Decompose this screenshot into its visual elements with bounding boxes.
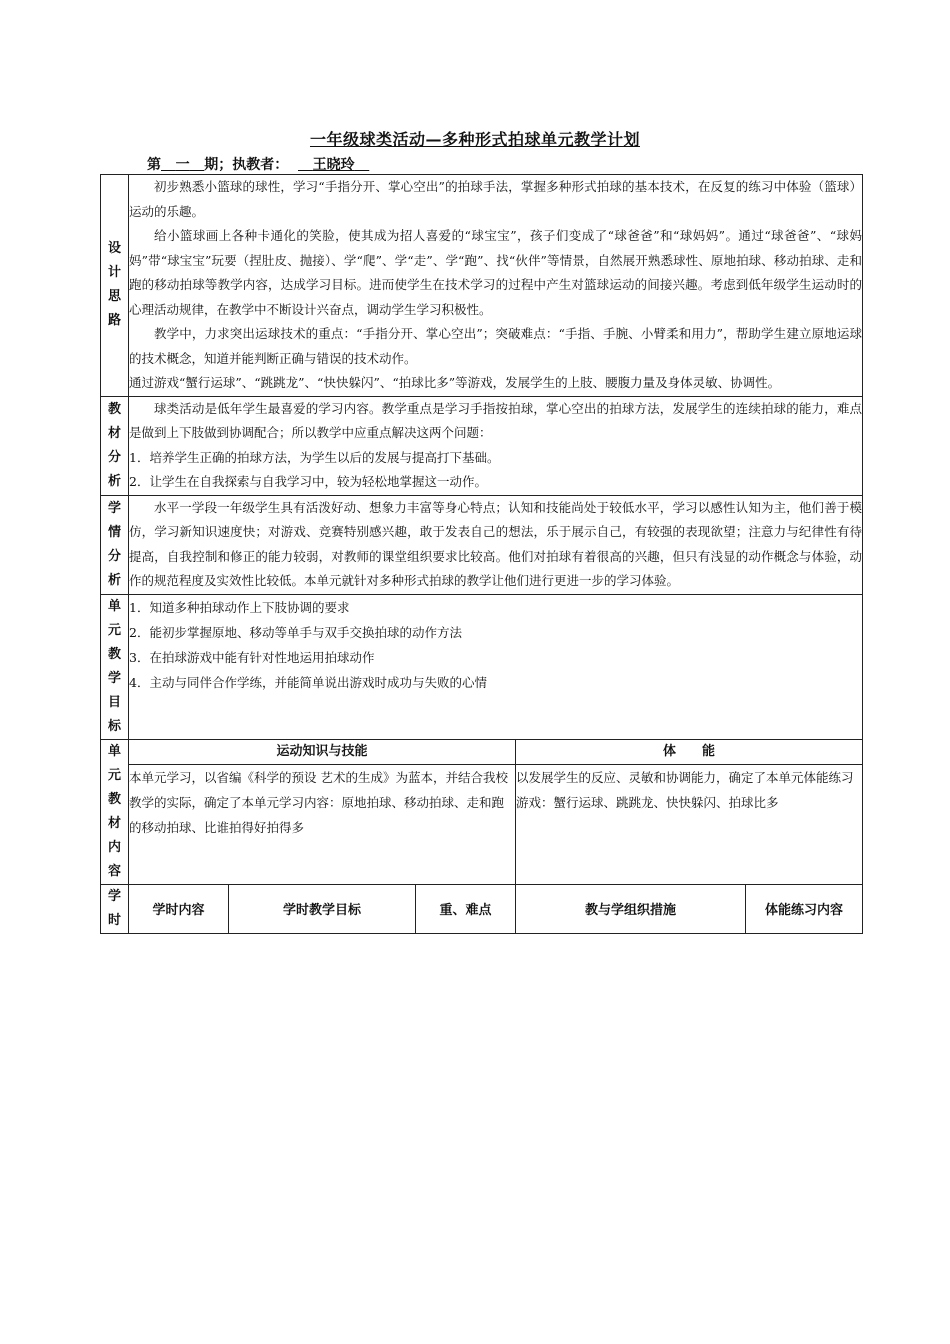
- label-content: 单 元 教 材 内 容: [101, 739, 129, 884]
- students-paragraph: 水平一学段一年级学生具有活泼好动、想象力丰富等身心特点；认知和技能尚处于较低水平，学习以感性认知为主，他们善于模仿，学习新知识速度快；对游戏、竞赛特别感兴趣，敢于发表自己的想法，乐于展示自己，有较强的表现欲望；注意力与纪律性有待提高，自我控制和修正的能力较弱，对教师的课堂组织要求比较高。他们对拍球有着很高的兴趣，但只有浅显的动作概念与体验，动作的规范程度及实效性比较低。本单元就针对多种形式拍球的教学让他们进行更进一步的学习体验。: [129, 499, 862, 588]
- header-skills: 运动知识与技能: [129, 739, 516, 764]
- goal-item: 2．能初步掌握原地、移动等单手与双手交换拍球的动作方法: [129, 624, 462, 640]
- plan-table: [100, 174, 863, 934]
- row-hours: [101, 884, 863, 933]
- col-key-points: 重、难点: [416, 884, 516, 933]
- row-content-body: [101, 764, 863, 884]
- col-fitness-practice: 体能练习内容: [746, 884, 863, 933]
- row-students: [101, 495, 863, 594]
- row-material: [101, 396, 863, 495]
- material-point: 1．培养学生正确的拍球方法，为学生以后的发展与提高打下基础。: [129, 449, 500, 465]
- goals-content: [129, 594, 863, 739]
- label-hours: 学 时: [101, 884, 129, 933]
- design-paragraph: 初步熟悉小篮球的球性，学习“手指分开、掌心空出”的拍球手法，掌握多种形式拍球的基本技术，在反复的练习中体验（篮球）运动的乐趣。: [129, 179, 862, 219]
- material-paragraph: 球类活动是低年学生最喜爱的学习内容。教学重点是学习手指按拍球，掌心空出的拍球方法，发展学生的连续拍球的能力，难点是做到上下肢做到协调配合；所以教学中应重点解决这两个问题：: [129, 400, 862, 440]
- term-and-teacher: [147, 154, 369, 174]
- design-paragraph: 给小篮球画上各种卡通化的笑脸，使其成为招人喜爱的“球宝宝”，孩子们变成了“球爸爸”和“球妈妈”。通过“球爸爸”、“球妈妈”带“球宝宝”玩要（捏肚皮、抛接）、学“爬”、学“走”、学“跑”、找“伙伴”等情景，自然展开熟悉球性、原地拍球、移动拍球、走和跑的移动拍球等教学内容，达成学习目标。进而使学生在技术学习的过程中产生对篮球运动的间接兴趣。考虑到低年级学生运动时的心理活动规律，在教学中不断设计兴奋点，调动学生学习积极性。: [129, 228, 862, 317]
- row-content-header: [101, 739, 863, 764]
- material-content: [129, 396, 863, 495]
- label-goals: 单 元 教 学 目 标: [101, 594, 129, 739]
- label-students: 学 情 分 析: [101, 495, 129, 594]
- teacher-label: 期；执教者：: [204, 157, 289, 173]
- goal-item: 4．主动与同伴合作学练，并能简单说出游戏时成功与失败的心情: [129, 674, 487, 690]
- design-paragraph: 通过游戏“蟹行运球”、“跳跳龙”、“快快躲闪”、“拍球比多”等游戏，发展学生的上肢、腰腹力量及身体灵敏、协调性。: [129, 375, 781, 390]
- goal-item: 1．知道多种拍球动作上下肢协调的要求: [129, 599, 350, 615]
- teacher-name: 王晓玲: [312, 157, 355, 173]
- term-value: 一: [175, 157, 190, 173]
- goal-item: 3．在拍球游戏中能有针对性地运用拍球动作: [129, 649, 375, 665]
- fitness-content: 以发展学生的反应、灵敏和协调能力，确定了本单元体能练习游戏：蟹行运球、跳跳龙、快快躲闪、拍球比多: [516, 764, 863, 884]
- header-fitness: 体 能: [516, 739, 863, 764]
- design-paragraph: 教学中，力求突出运球技术的重点：“手指分开、掌心空出”；突破难点：“手指、手腕、小臂柔和用力”，帮助学生建立原地运球的技术概念，知道并能判断正确与错误的技术动作。: [129, 326, 862, 366]
- col-hour-content: 学时内容: [129, 884, 229, 933]
- design-content: [129, 175, 863, 397]
- page-title: 一年级球类活动—多种形式拍球单元教学计划: [309, 130, 640, 149]
- col-hour-goals: 学时教学目标: [229, 884, 416, 933]
- col-organization: 教与学组织措施: [516, 884, 746, 933]
- term-prefix: 第: [147, 157, 161, 173]
- row-goals: [101, 594, 863, 739]
- row-design: [101, 175, 863, 397]
- material-point: 2．让学生在自我探索与自我学习中，较为轻松地掌握这一动作。: [129, 474, 487, 489]
- skills-content: 本单元学习，以省编《科学的预设 艺术的生成》为蓝本，并结合我校教学的实际，确定了本单元学习内容：原地拍球、移动拍球、走和跑的移动拍球、比谁拍得好拍得多: [129, 764, 516, 884]
- students-content: [129, 495, 863, 594]
- label-design: 设 计 思 路: [101, 175, 129, 397]
- label-material: 教 材 分 析: [101, 396, 129, 495]
